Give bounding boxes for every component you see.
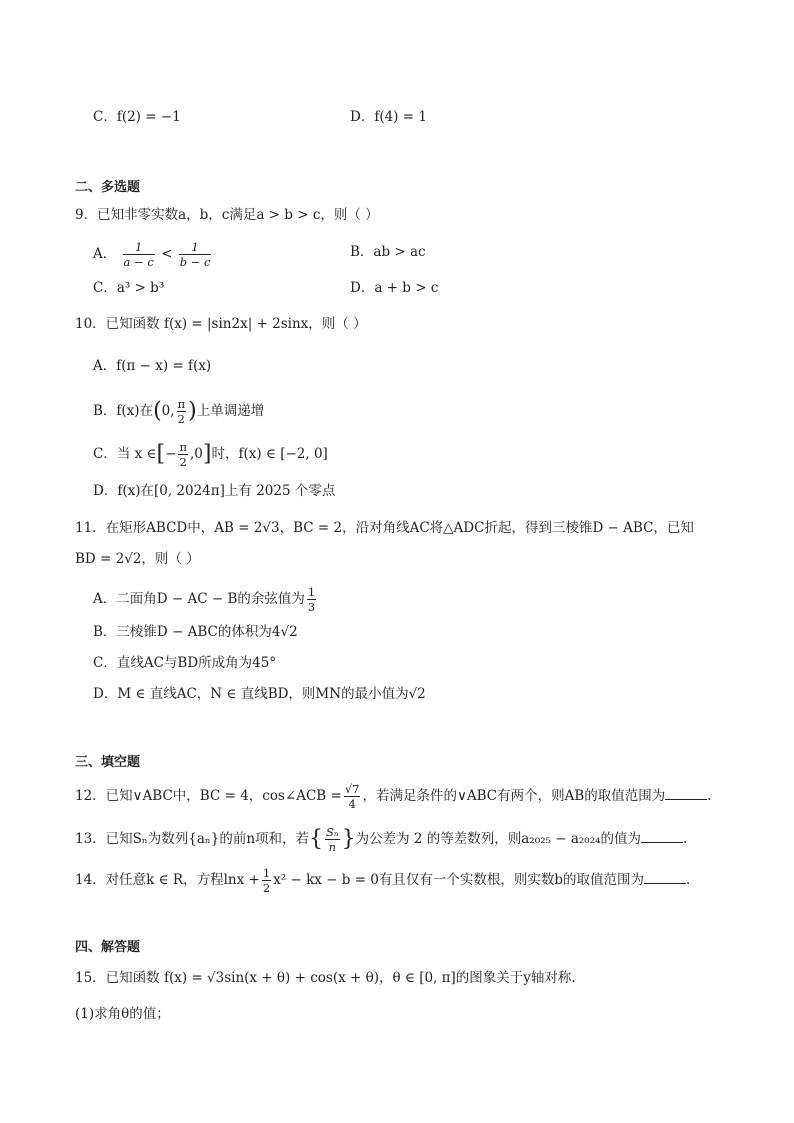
fraction-denominator: a − c xyxy=(123,255,154,269)
q14-line xyxy=(75,866,690,895)
q14-prefix: 14．对任意k ∈ R，方程lnx + xyxy=(75,872,260,888)
q10-option-c-prefix: C．当 x ∈ xyxy=(93,446,157,462)
q10-option-c-suffix: 时，f(x) ∈ [−2, 0] xyxy=(211,446,328,462)
q9-option-c: C．a³ > b³ xyxy=(93,280,165,296)
fraction-numerator: √7 xyxy=(344,782,360,796)
answer-blank[interactable] xyxy=(665,786,707,800)
period: . xyxy=(707,788,712,804)
fraction-numerator: 1 xyxy=(262,866,271,880)
open-brace: { xyxy=(309,826,324,852)
fraction-denominator: b − c xyxy=(179,255,211,269)
q9-option-b: B．ab > ac xyxy=(350,244,426,260)
q11-option-c: C．直线AC与BD所成角为45° xyxy=(93,655,277,671)
fraction-denominator: n xyxy=(328,840,337,854)
section-title-multiple-choice: 二、多选题 xyxy=(75,180,141,195)
sn-over-n-fraction xyxy=(325,825,340,854)
close-paren: ) xyxy=(188,398,197,424)
close-bracket: ] xyxy=(202,441,212,467)
interval-left: 0, xyxy=(161,403,175,419)
fraction-numerator: 1 xyxy=(123,240,155,255)
open-paren: ( xyxy=(153,398,162,424)
q9-option-a-label: A． xyxy=(93,246,117,262)
fraction-numerator: π xyxy=(177,397,186,411)
answer-blank[interactable] xyxy=(644,870,686,884)
fraction-numerator: 1 xyxy=(307,585,316,599)
sqrt7-over-4-fraction xyxy=(344,782,361,811)
q13-prefix: 13．已知Sₙ为数列{aₙ}的前n项和，若 xyxy=(75,831,310,847)
q11-option-a-text: A．二面角D − AC − B的余弦值为 xyxy=(93,591,305,607)
q10-option-c xyxy=(93,440,328,469)
close-brace: } xyxy=(341,826,356,852)
q12-suffix: ，若满足条件的∨ABC有两个，则AB的取值范围为 xyxy=(362,788,666,804)
q8-option-d: D．f(4) = 1 xyxy=(350,109,427,125)
fraction-numerator: Sₙ xyxy=(326,825,339,839)
q14-suffix: x² − kx − b = 0有且仅有一个实数根，则实数b的取值范围为 xyxy=(273,872,645,888)
q11-stem-line-2: BD = 2√2，则（ ） xyxy=(75,551,200,567)
period: . xyxy=(683,831,688,847)
q11-stem-line-1: 11．在矩形ABCD中，AB = 2√3，BC = 2，沿对角线AC将△ADC折起，得到三棱锥D − ABC，已知 xyxy=(75,520,694,536)
q13-suffix: 为公差为 2 的等差数列，则a₂₀₂₅ − a₂₀₂₄的值为 xyxy=(355,831,642,847)
q11-option-b: B．三棱锥D − ABC的体积为4√2 xyxy=(93,624,298,640)
q12-prefix: 12．已知∨ABC中，BC = 4，cos∠ACB = xyxy=(75,788,342,804)
section-title-fill-in: 三、填空题 xyxy=(75,755,141,770)
less-than-sign: < xyxy=(161,246,173,262)
fraction-denominator: 2 xyxy=(177,412,185,426)
pi-over-2-fraction xyxy=(177,397,187,426)
q11-option-a xyxy=(93,585,318,614)
q10-option-b xyxy=(93,397,264,426)
fraction-denominator: 3 xyxy=(307,600,316,614)
q11-option-d: D．M ∈ 直线AC，N ∈ 直线BD，则MN的最小值为√2 xyxy=(93,686,426,702)
q9-option-a xyxy=(93,240,213,269)
q10-stem: 10．已知函数 f(x) = |sin2x| + 2sinx，则（ ） xyxy=(75,316,367,332)
q15-part-1: (1)求角θ的值； xyxy=(75,1006,170,1022)
q9-option-a-fraction-2 xyxy=(179,240,212,269)
answer-blank[interactable] xyxy=(641,829,683,843)
fraction-denominator: 2 xyxy=(262,881,271,895)
q10-option-b-prefix: B．f(x)在 xyxy=(93,403,154,419)
interval-right: ,0 xyxy=(190,446,203,462)
q9-stem: 9．已知非零实数a，b，c满足a > b > c，则（ ） xyxy=(75,207,379,223)
pi-over-2-fraction xyxy=(178,440,188,469)
q10-option-a: A．f(π − x) = f(x) xyxy=(93,358,212,374)
fraction-numerator: π xyxy=(179,440,187,454)
one-third-fraction xyxy=(307,585,316,614)
q9-option-d: D．a + b > c xyxy=(350,280,439,296)
q10-option-d: D．f(x)在[0, 2024π]上有 2025 个零点 xyxy=(93,483,336,499)
q9-option-a-fraction-1 xyxy=(123,240,155,269)
section-title-solutions: 四、解答题 xyxy=(75,940,141,955)
q15-stem: 15．已知函数 f(x) = √3sin(x + θ) + cos(x + θ)，θ ∈ [0, π]的图象关于y轴对称. xyxy=(75,970,576,986)
fraction-denominator: 4 xyxy=(348,797,356,811)
fraction-numerator: 1 xyxy=(179,240,212,255)
period: . xyxy=(686,872,691,888)
q8-option-c: C．f(2) = −1 xyxy=(93,109,181,125)
q10-option-b-suffix: 上单调递增 xyxy=(196,403,265,419)
one-half-fraction xyxy=(262,866,271,895)
q13-line xyxy=(75,825,687,854)
fraction-denominator: 2 xyxy=(179,455,187,469)
q12-line xyxy=(75,782,712,811)
open-bracket: [ xyxy=(156,441,166,467)
minus-sign: − xyxy=(165,446,177,462)
